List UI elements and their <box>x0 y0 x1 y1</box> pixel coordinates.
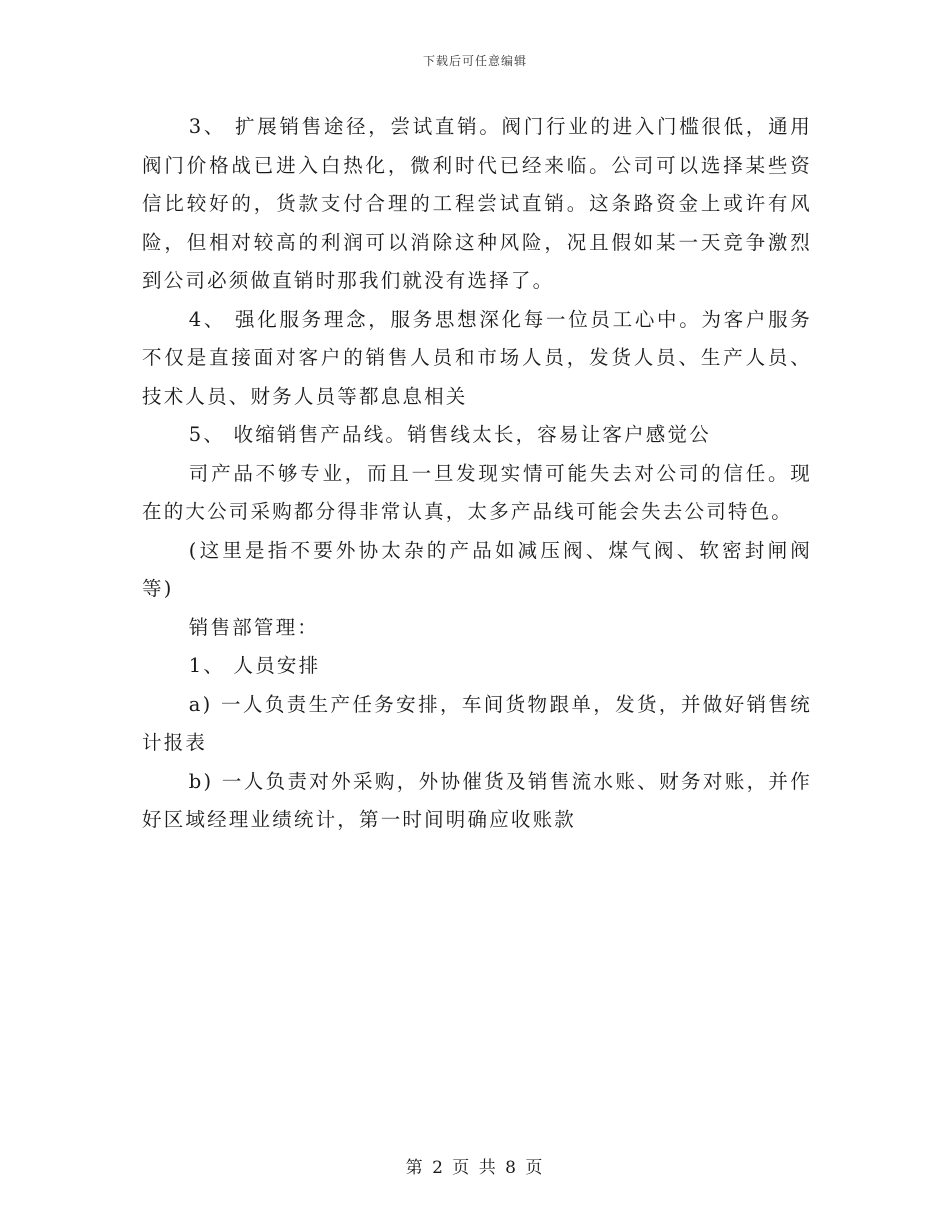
paragraph-shrink-product-line: 5、 收缩销售产品线。销售线太长，容易让客户感觉公 <box>188 423 711 446</box>
document-body <box>142 108 812 840</box>
paragraph-service-concept: 4、 强化服务理念，服务思想深化每一位员工心中。为客户服务不仅是直接面对客户的销售人员和市场人员，发货人员、生产人员、技术人员、财务人员等都息息相关 <box>142 307 812 408</box>
section-heading-sales-management: 销售部管理： <box>188 615 319 639</box>
paragraph-product-line-continued: 司产品不够专业，而且一旦发现实情可能失去对公司的信任。现在的大公司采购都分得非常认真，太多产品线可能会失去公司特色。 <box>142 461 812 523</box>
list-item-b: b) 一人负责对外采购，外协催货及销售流水账、财务对账，并作好区域经理业绩统计，第一时间明确应收账款 <box>142 769 812 831</box>
page-footer: 第 2 页 共 8 页 <box>405 1158 545 1178</box>
subheading-staffing: 1、 人员安排 <box>188 654 321 677</box>
paragraph-note: (这里是指不要外协太杂的产品如减压阀、煤气阀、软密封闸阀等) <box>142 538 812 600</box>
paragraph-expand-sales: 3、 扩展销售途径，尝试直销。阀门行业的进入门槛很低，通用阀门价格战已进入白热化，微利时代已经来临。公司可以选择某些资信比较好的，货款支付合理的工程尝试直销。这条路资金上或许有风险，但相对较高的利润可以消除这种风险，况且假如某一天竞争激烈到公司必须做直销时那我们就没有选择了。 <box>142 115 812 292</box>
list-item-a: a) 一人负责生产任务安排，车间货物跟单，发货，并做好销售统计报表 <box>142 692 812 754</box>
page-header: 下载后可任意编辑 <box>422 54 527 68</box>
